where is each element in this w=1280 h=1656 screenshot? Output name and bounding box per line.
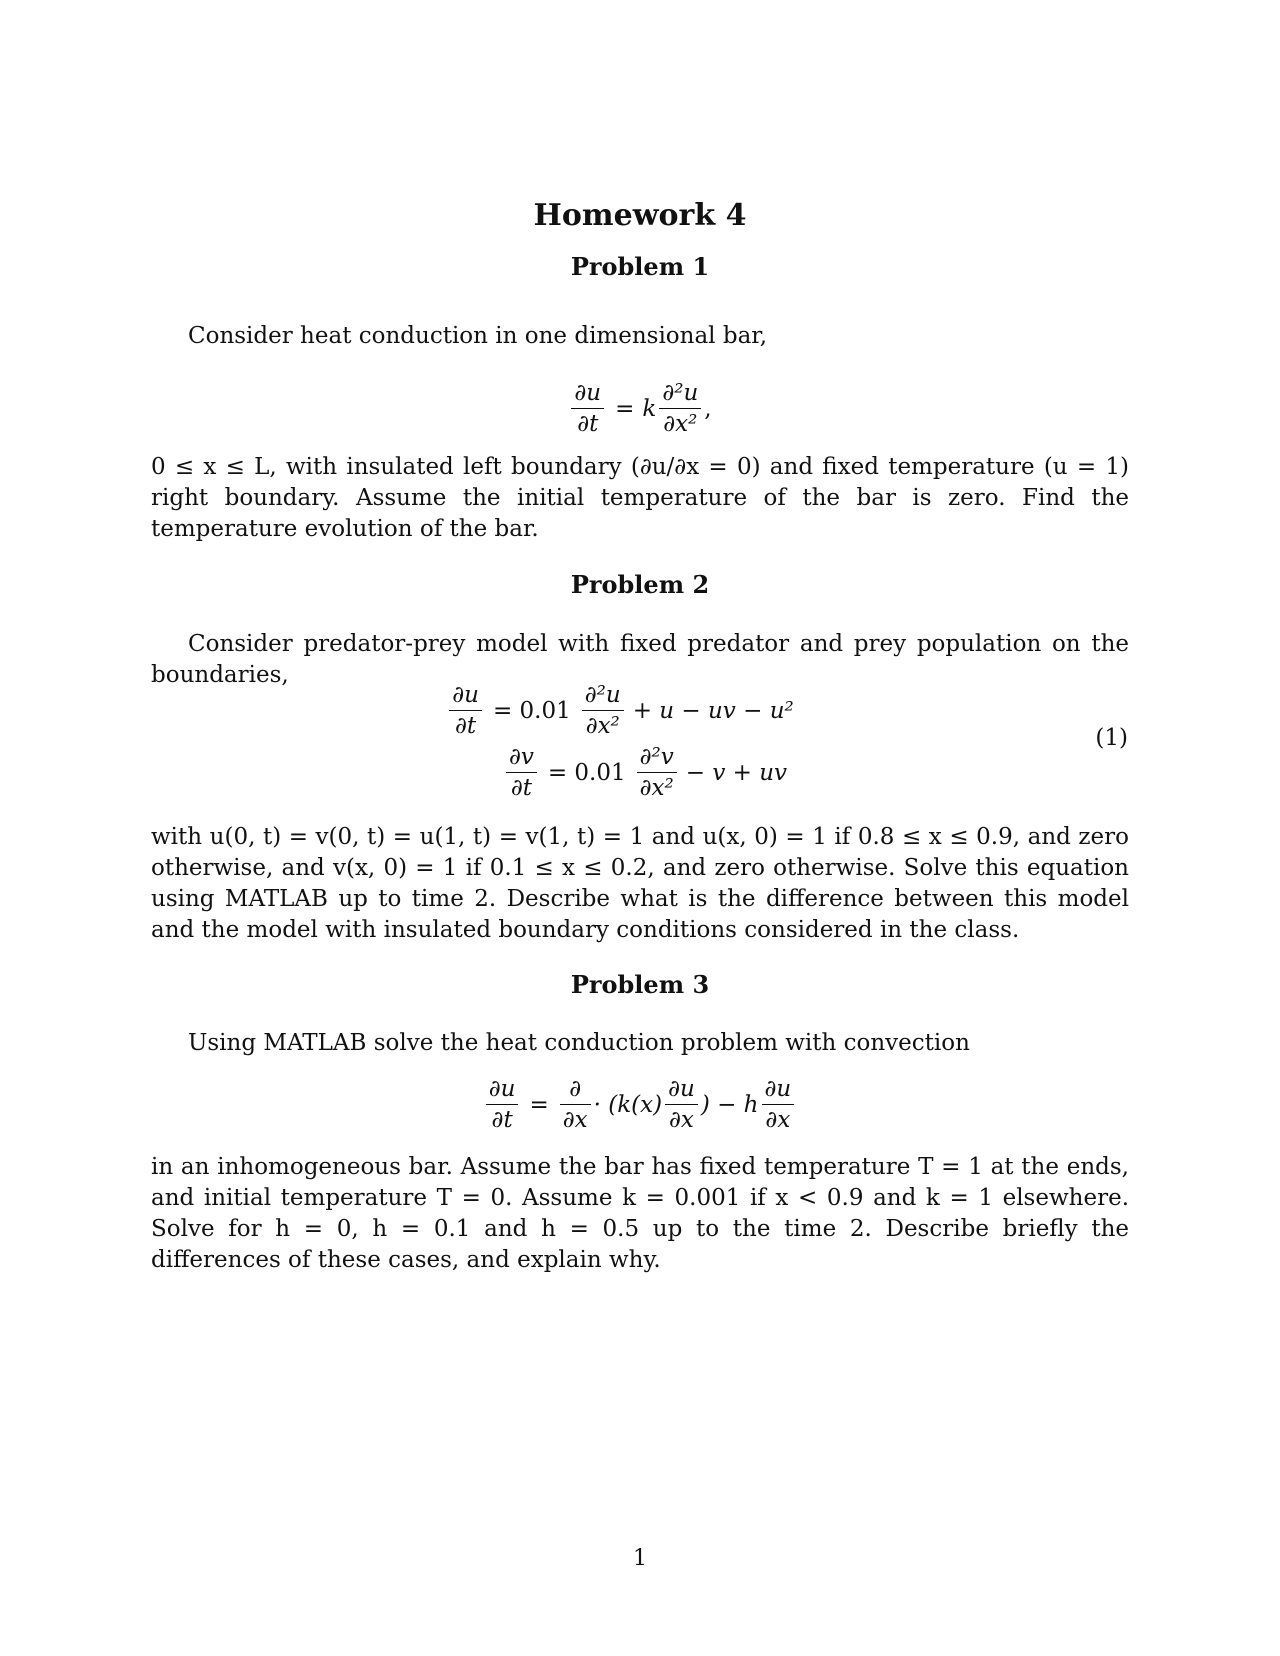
problem-3-heading: Problem 3	[570, 970, 710, 999]
fraction-d2v-dx2: $\frac{\text{∂²v}}{\text{∂x²}}$	[637, 744, 677, 801]
problem-1-heading: Problem 1	[570, 252, 710, 281]
problem-1-intro: Consider heat conduction in one dimensional bar,	[188, 323, 768, 349]
fraction-d2u-dx2: $\frac{\text{∂²u}}{\text{∂x²}}$	[582, 682, 624, 739]
fraction-du-dt: $\frac{\partial u}{\partial t}$	[449, 682, 482, 739]
problem-2-body: with u(0, t) = v(0, t) = u(1, t) = v(1, t) = 1 and u(x, 0) = 1 if 0.8 ≤ x ≤ 0.9, and zero otherwise, and v(x, 0) = 1 if 0.1 ≤ x ≤ 0.2, and zero otherwise. Solve this equation using MATLAB up to time 2. Describe what is the difference between this model and the model with insulated boundary conditions considered in the class.	[151, 824, 1129, 943]
page-number: 1	[633, 1546, 647, 1571]
fraction-d2u-dx2: $\frac{\text{∂²u}}{\text{∂x²}}$	[659, 380, 701, 437]
problem-2-intro: Consider predator-prey model with fixed predator and prey population on the boundaries,	[151, 631, 1129, 688]
problem-3-intro: Using MATLAB solve the heat conduction problem with convection	[188, 1030, 970, 1056]
problem-2-equation-2: $\frac{\partial v}{\partial t}$ = 0.01 $\frac{\text{∂²v}}{\text{∂x²}}$ − v + uv	[0, 744, 1280, 801]
fraction-du-dt: $\frac{\partial u}{\partial t}$	[571, 380, 604, 437]
problem-3-equation: $\frac{\partial u}{\partial t}$ = $\frac{\partial}{\partial x}$ · (k(x) $\frac{\partial u}{\partial x}$ ) − h $\frac{\partial u}{\partial x}$	[0, 1076, 1280, 1133]
problem-2-equation-1: $\frac{\partial u}{\partial t}$ = 0.01 $\frac{\text{∂²u}}{\text{∂x²}}$ + u − uv − u²	[0, 682, 1280, 739]
fraction-du-dx-convection: $\frac{\partial u}{\partial x}$	[762, 1076, 795, 1133]
problem-3-body: in an inhomogeneous bar. Assume the bar has fixed temperature T = 1 at the ends, and initial temperature T = 0. Assume k = 0.001 if x < 0.9 and k = 1 elsewhere. Solve for h = 0, h = 0.1 and h = 0.5 up to the time 2. Describe briefly the differences of these cases, and explain why.	[151, 1154, 1129, 1273]
fraction-dv-dt: $\frac{\partial v}{\partial t}$	[506, 744, 537, 801]
problem-1-equation: $\frac{\partial u}{\partial t}$ = k $\frac{\text{∂²u}}{\text{∂x²}}$ ,	[0, 380, 1280, 437]
fraction-d-dx: $\frac{\partial}{\partial x}$	[560, 1076, 591, 1133]
fraction-du-dx: $\frac{\partial u}{\partial x}$	[665, 1076, 698, 1133]
fraction-du-dt: $\frac{\partial u}{\partial t}$	[486, 1076, 519, 1133]
problem-1-body: 0 ≤ x ≤ L, with insulated left boundary (∂u/∂x = 0) and fixed temperature (u = 1) right boundary. Assume the initial temperature of the bar is zero. Find the temperature evolution of the bar.	[151, 454, 1129, 542]
problem-2-heading: Problem 2	[570, 570, 710, 599]
equation-number: (1)	[1095, 725, 1128, 751]
document-title: Homework 4	[533, 198, 747, 233]
